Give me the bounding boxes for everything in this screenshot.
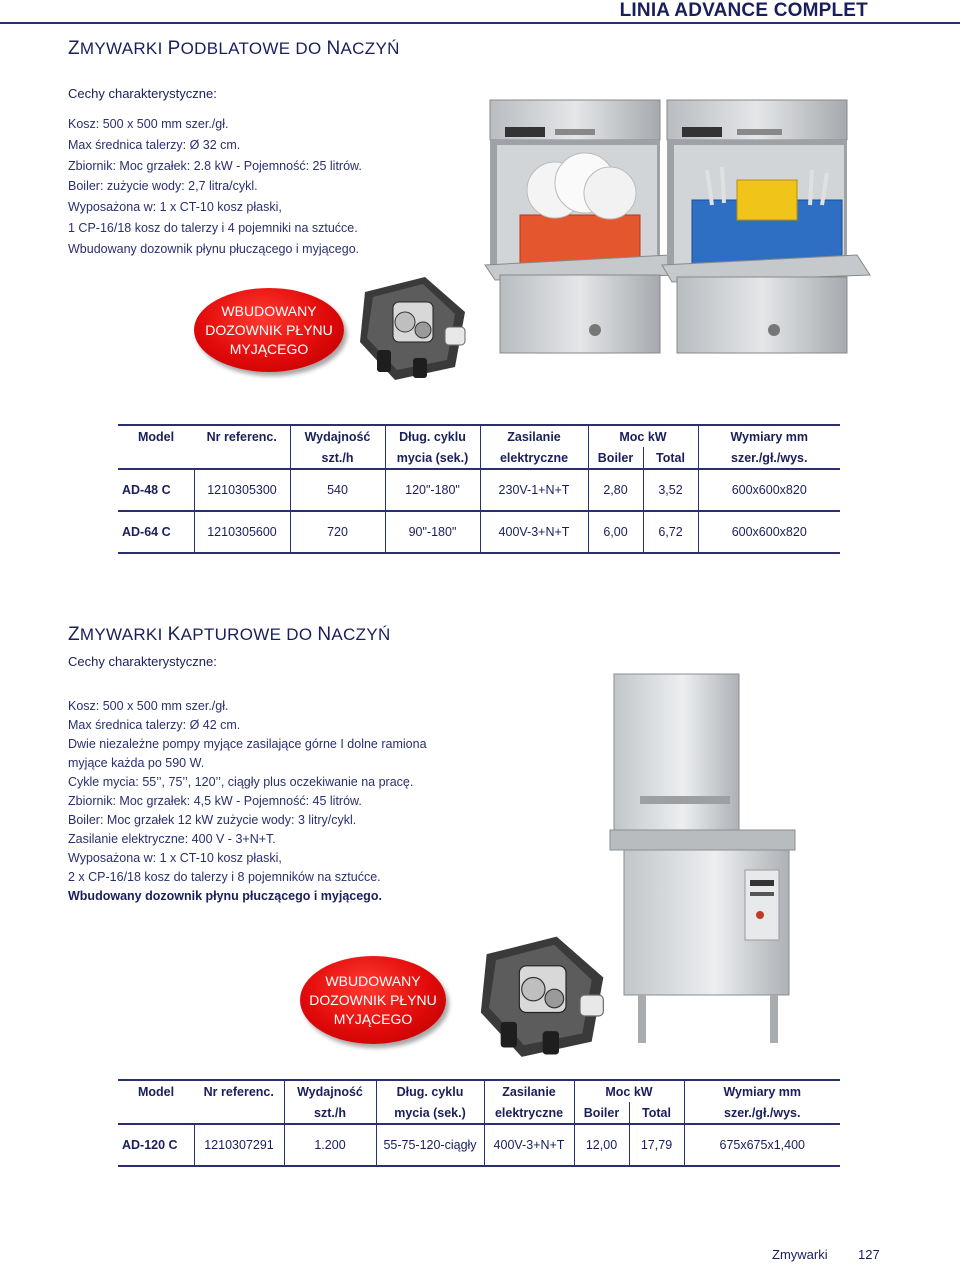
- table-row: [118, 1124, 840, 1166]
- feature-item: myjące każda po 590 W.: [68, 756, 205, 770]
- col-header: Dług. cyklu: [376, 1080, 484, 1102]
- title-cap: P: [167, 38, 181, 59]
- badge-line: WBUDOWANY: [325, 972, 421, 989]
- col-subheader: Boiler: [574, 1102, 629, 1124]
- feature-item: Kosz: 500 x 500 mm szer./gł.: [68, 699, 229, 713]
- cell: 90"-180": [385, 511, 480, 553]
- col-subheader: elektryczne: [484, 1102, 574, 1124]
- col-subheader: [118, 1102, 194, 1124]
- cell: 400V-3+N+T: [480, 511, 588, 553]
- col-header: Moc kW: [588, 425, 698, 447]
- title-part: MYWARKI: [79, 39, 168, 58]
- spec-table-2: [118, 1079, 840, 1167]
- col-header: Nr referenc.: [203, 1084, 274, 1099]
- col-subheader: elektryczne: [480, 447, 588, 469]
- title-cap: Z: [68, 38, 80, 59]
- hood-dishwasher-image: [610, 670, 800, 1045]
- col-subheader: Total: [629, 1102, 684, 1124]
- cell: 230V-1+N+T: [480, 469, 588, 511]
- col-subheader: Total: [643, 447, 698, 469]
- cell: 675x675x1,400: [684, 1124, 840, 1166]
- title-part: APTUROWE DO: [180, 625, 318, 644]
- feature-item: Wyposażona w: 1 x CT-10 kosz płaski,: [68, 851, 282, 865]
- col-subheader: [118, 447, 194, 469]
- feature-item: Wbudowany dozownik płynu płuczącego i myjącego.: [68, 889, 382, 903]
- badge-line: MYJĄCEGO: [229, 340, 309, 357]
- cell: 55-75-120-ciągły: [376, 1124, 484, 1166]
- col-header: Wydajność: [290, 425, 385, 447]
- table-row: [118, 469, 840, 511]
- badge-line: WBUDOWANY: [221, 302, 317, 319]
- col-header: Nr referenc.: [206, 429, 277, 444]
- feature-item: Max średnica talerzy: Ø 42 cm.: [68, 718, 241, 732]
- title-part: ODBLATOWE DO: [180, 39, 327, 58]
- cell-model: AD-120 C: [122, 1138, 178, 1152]
- title-part: ACZYŃ: [331, 625, 391, 644]
- cell-model: AD-48 C: [122, 483, 171, 497]
- title-part: ACZYŃ: [340, 39, 400, 58]
- detergent-dosing-pump-image: [475, 930, 615, 1060]
- col-subheader: szt./h: [284, 1102, 376, 1124]
- page-number: 127: [858, 1247, 880, 1262]
- feature-item: 1 CP-16/18 kosz do talerzy i 4 pojemniki na sztućce.: [68, 220, 358, 235]
- cell: 720: [290, 511, 385, 553]
- header-rule: [0, 22, 960, 24]
- section2-title: [68, 624, 391, 646]
- section1-subhead: Cechy charakterystyczne:: [68, 86, 217, 101]
- cell: 400V-3+N+T: [484, 1124, 574, 1166]
- col-subheader: mycia (sek.): [385, 447, 480, 469]
- dosing-badge: [194, 288, 344, 372]
- undercounter-dishwasher-cutlery-image: [662, 95, 872, 355]
- badge-line: MYJĄCEGO: [333, 1010, 413, 1027]
- badge-line: DOZOWNIK PŁYNU: [205, 321, 333, 338]
- section2-subhead: Cechy charakterystyczne:: [68, 654, 217, 669]
- cell: 6,72: [643, 511, 698, 553]
- col-header: Wydajność: [284, 1080, 376, 1102]
- feature-item: Zbiornik: Moc grzałek: 4,5 kW - Pojemność: 45 litrów.: [68, 794, 362, 808]
- col-subheader: szt./h: [290, 447, 385, 469]
- detergent-dosing-pump-image: [355, 272, 475, 382]
- col-header: Model: [137, 1084, 175, 1099]
- cell: 1.200: [284, 1124, 376, 1166]
- feature-item: Kosz: 500 x 500 mm szer./gł.: [68, 117, 229, 131]
- col-header: Zasilanie: [480, 425, 588, 447]
- feature-item: Wbudowany dozownik płynu płuczącego i myjącego.: [68, 241, 360, 256]
- feature-item: Cykle mycia: 55’’, 75’’, 120’’, ciągły plus oczekiwanie na pracę.: [68, 775, 414, 789]
- title-cap: N: [326, 38, 341, 59]
- feature-item: Max średnica talerzy: Ø 32 cm.: [68, 137, 241, 152]
- header-title: LINIA ADVANCE COMPLET: [619, 0, 868, 21]
- cell: 1210305300: [194, 469, 290, 511]
- footer-section-label: Zmywarki: [772, 1247, 828, 1262]
- cell: 600x600x820: [698, 511, 840, 553]
- cell: 600x600x820: [698, 469, 840, 511]
- spec-table-1: [118, 424, 840, 554]
- col-header: Model: [137, 429, 175, 444]
- feature-item: Boiler: Moc grzałek 12 kW zużycie wody: 3 litry/cykl.: [68, 813, 357, 827]
- table-row: [118, 511, 840, 553]
- feature-item: Boiler: zużycie wody: 2,7 litra/cykl.: [68, 179, 258, 194]
- undercounter-dishwasher-plates-image: [485, 95, 680, 355]
- col-header: Wymiary mm: [684, 1080, 840, 1102]
- feature-item: Dwie niezależne pompy myjące zasilające górne I dolne ramiona: [68, 737, 427, 751]
- feature-item: Zbiornik: Moc grzałek: 2.8 kW - Pojemność: 25 litrów.: [68, 158, 362, 173]
- col-header: Moc kW: [574, 1080, 684, 1102]
- col-header: Zasilanie: [484, 1080, 574, 1102]
- title-cap: K: [167, 624, 181, 645]
- section2-features: [68, 697, 427, 906]
- col-subheader: mycia (sek.): [376, 1102, 484, 1124]
- cell: 2,80: [588, 469, 643, 511]
- section1-features: [68, 114, 362, 260]
- col-header: Dług. cyklu: [385, 425, 480, 447]
- feature-item: 2 x CP-16/18 kosz do talerzy i 8 pojemników na sztućce.: [68, 870, 381, 884]
- col-subheader: [194, 1102, 284, 1124]
- cell: 3,52: [643, 469, 698, 511]
- section1-title: [68, 38, 400, 60]
- col-subheader: [194, 447, 290, 469]
- cell: 1210305600: [194, 511, 290, 553]
- cell: 1210307291: [194, 1124, 284, 1166]
- cell-model: AD-64 C: [122, 525, 171, 539]
- feature-item: Zasilanie elektryczne: 400 V - 3+N+T.: [68, 832, 276, 846]
- title-cap: N: [317, 624, 332, 645]
- cell: 120"-180": [385, 469, 480, 511]
- col-subheader: Boiler: [588, 447, 643, 469]
- col-subheader: szer./gł./wys.: [684, 1102, 840, 1124]
- dosing-badge: [300, 956, 446, 1044]
- cell: 6,00: [588, 511, 643, 553]
- title-part: MYWARKI: [79, 625, 168, 644]
- cell: 17,79: [629, 1124, 684, 1166]
- cell: 540: [290, 469, 385, 511]
- title-cap: Z: [68, 624, 80, 645]
- cell: 12,00: [574, 1124, 629, 1166]
- badge-line: DOZOWNIK PŁYNU: [309, 991, 437, 1008]
- col-subheader: szer./gł./wys.: [698, 447, 840, 469]
- col-header: Wymiary mm: [698, 425, 840, 447]
- feature-item: Wyposażona w: 1 x CT-10 kosz płaski,: [68, 200, 282, 215]
